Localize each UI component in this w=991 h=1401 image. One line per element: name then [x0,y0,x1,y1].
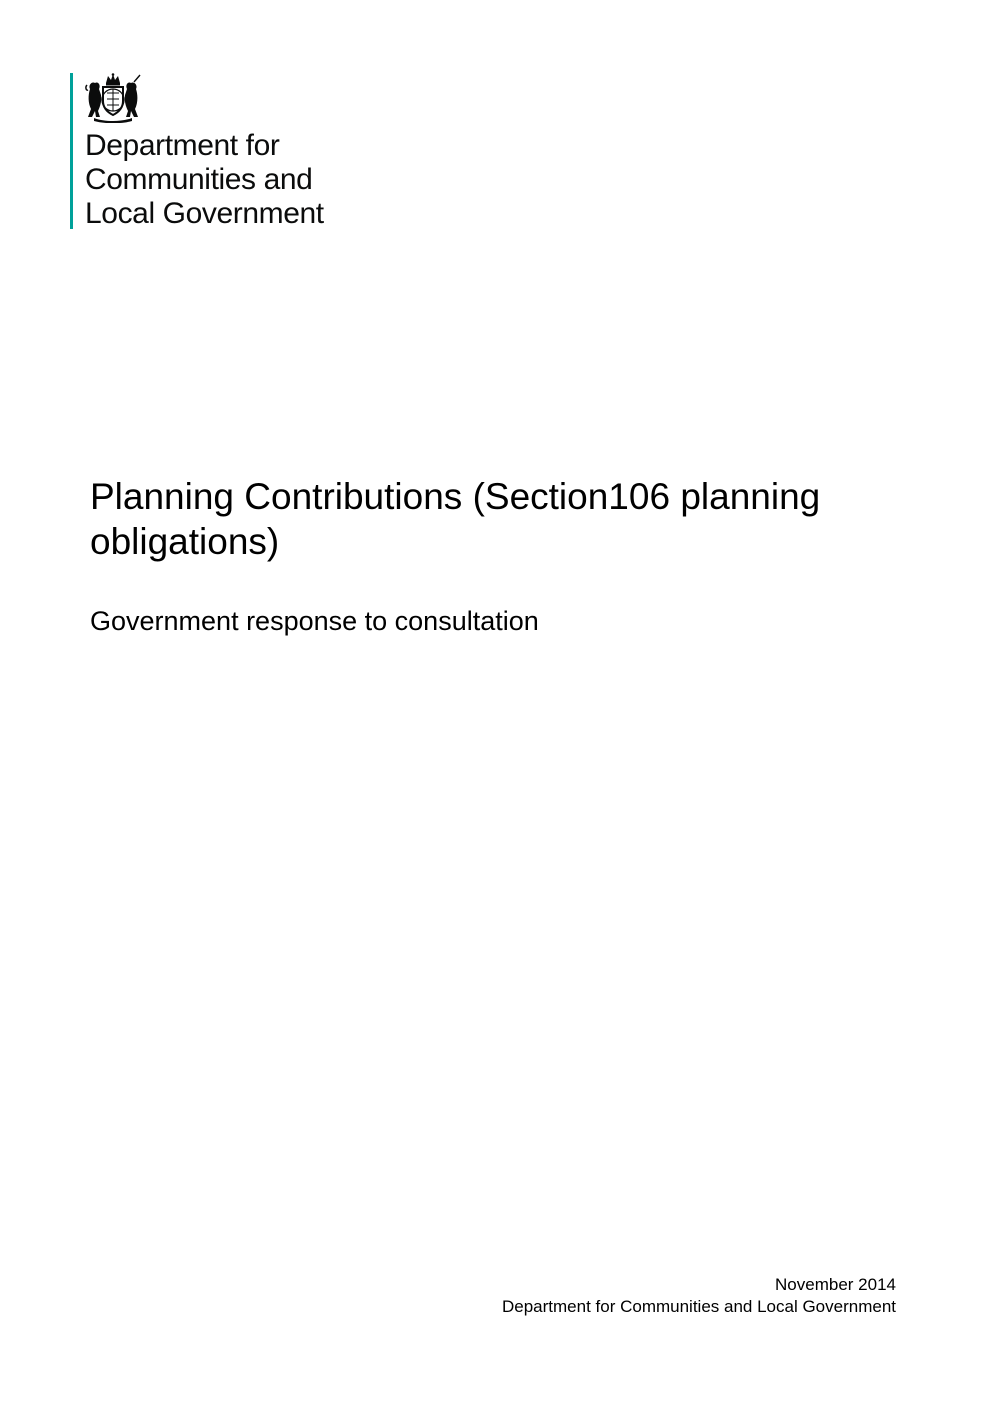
department-name [85,129,324,231]
department-logo [70,73,370,229]
publication-info [502,1274,896,1318]
document-subtitle: Government response to consultation [90,606,539,636]
royal-crest-icon [84,73,142,123]
document-title: Planning Contributions (Section106 planning obligations) [90,476,821,562]
logo-accent-rule [70,73,73,229]
department-name-line-3: Local Government [85,197,324,230]
department-name-line-1: Department for [85,129,280,162]
publisher-name: Department for Communities and Local Government [501,1297,896,1316]
department-name-line-2: Communities and [85,163,313,196]
publication-date: November 2014 [775,1275,896,1294]
